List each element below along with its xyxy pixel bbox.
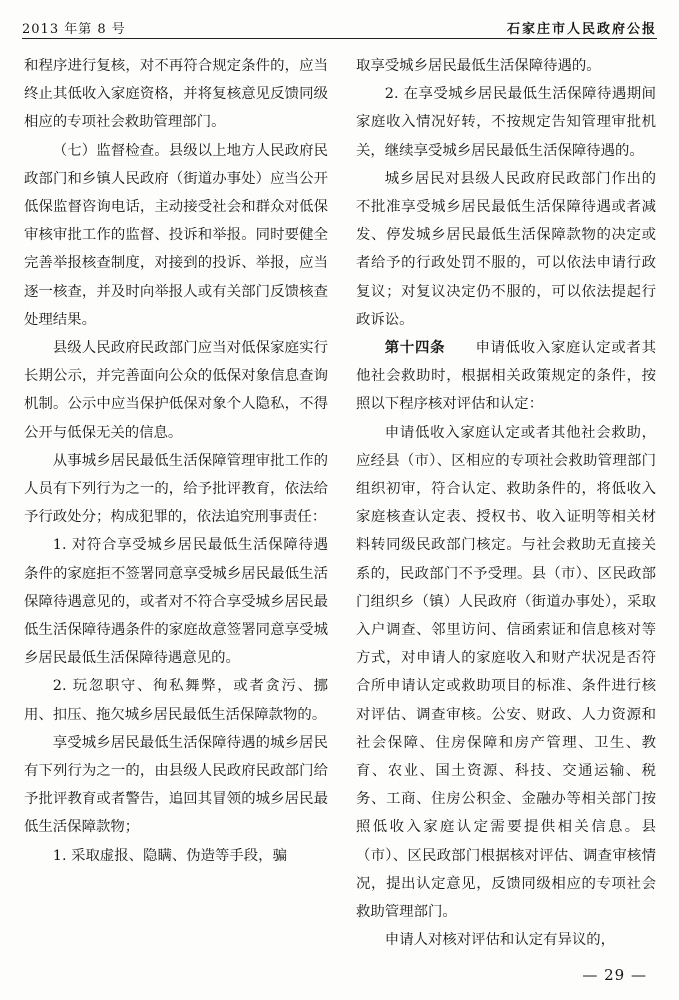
paragraph: 城乡居民对县级人民政府民政部门作出的不批准享受城乡居民最低生活保障待遇或者减发、停发城乡居民最低生活保障款物的决定或者给予的行政处罚不服的，可以依法申请行政复议；对复议决定仍不服的，可以依法提起行政诉讼。 — [356, 170, 656, 328]
article-paragraph — [356, 334, 656, 419]
paragraph: 申请低收入家庭认定或者其他社会救助，应经县（市）、区相应的专项社会救助管理部门组织初审，符合认定、救助条件的，将低收入家庭核查认定表、授权书、收入证明等相关材料转同级民政部门核定。与社会救助无直接关系的，民政部门不予受理。县（市）、区民政部门组织乡（镇）人民政府（街道办事处），采取入户调查、邻里访问、信函索证和信息核对等方式，对申请人的家庭收入和财产状况是否符合所申请认定或救助项目的标准、条件进行核对评估、调查审核。公安、财政、人力资源和社会保障、住房保障和房产管理、卫生、教育、农业、国土资源、科技、交通运输、税务、工商、住房公积金、金融办等相关部门按照低收入家庭认定需要提供相关信息。县（市）、区民政部门根据核对评估、调查审核情况，提出认定意见，反馈同级相应的专项社会救助管理部门。 — [356, 424, 656, 921]
paragraph: 县级人民政府民政部门应当对低保家庭实行长期公示，并完善面向公众的低保对象信息查询机制。公示中应当保护低保对象个人隐私，不得公开与低保无关的信息。 — [24, 340, 328, 441]
page-header — [22, 16, 657, 39]
article-text: 申请低收入家庭认定或者其他社会救助时，根据相关政策规定的条件，按照以下程序核对评估和认定： — [356, 340, 656, 413]
paragraph: 申请人对核对评估和认定有异议的， — [384, 932, 616, 949]
issue-number: 2013 年第 8 号 — [22, 22, 126, 37]
paragraph: 享受城乡居民最低生活保障待遇的城乡居民有下列行为之一的，由县级人民政府民政部门给予批评教育或者警告，追回其冒领的城乡居民最低生活保障款物； — [24, 734, 328, 836]
paragraph: 从事城乡居民最低生活保障管理审批工作的人员有下列行为之一的，给予批评教育，依法给予行政处分；构成犯罪的，依法追究刑事责任： — [24, 452, 328, 526]
page-number: — 29 — — [582, 966, 647, 984]
paragraph: 1. 采取虚报、隐瞒、伪造等手段，骗 — [52, 847, 287, 864]
publication-title: 石家庄市人民政府公报 — [506, 22, 657, 37]
right-column — [356, 52, 656, 955]
article-label: 第十四条 — [384, 339, 446, 357]
paragraph: 2. 玩忽职守、徇私舞弊，或者贪污、挪用、扣压、拖欠城乡居民最低生活保障款物的。 — [24, 678, 328, 723]
paragraph: 1. 对符合享受城乡居民最低生活保障待遇条件的家庭拒不签署同意享受城乡居民最低生活保障待遇意见的，或者对不符合享受城乡居民最低生活保障待遇条件的家庭故意签署同意享受城乡居民最低生活保障待遇意见的。 — [24, 537, 328, 667]
paragraph: 和程序进行复核，对不再符合规定条件的，应当终止其低收入家庭资格，并将复核意见反馈同级相应的专项社会救助管理部门。 — [24, 58, 328, 131]
paragraph: 2. 在享受城乡居民最低生活保障待遇期间家庭收入情况好转，不按规定告知管理审批机关，继续享受城乡居民最低生活保障待遇的。 — [356, 86, 656, 159]
left-column — [24, 52, 328, 870]
paragraph: 取享受城乡居民最低生活保障待遇的。 — [356, 58, 601, 74]
paragraph: （七）监督检查。县级以上地方人民政府民政部门和乡镇人民政府（街道办事处）应当公开低保监督咨询电话，主动接受社会和群众对低保审核审批工作的监督、投诉和举报。同时要健全完善举报核查制度，对接到的投诉、举报，应当逐一核查，并及时向举报人或有关部门反馈核查处理结果。 — [24, 142, 328, 328]
